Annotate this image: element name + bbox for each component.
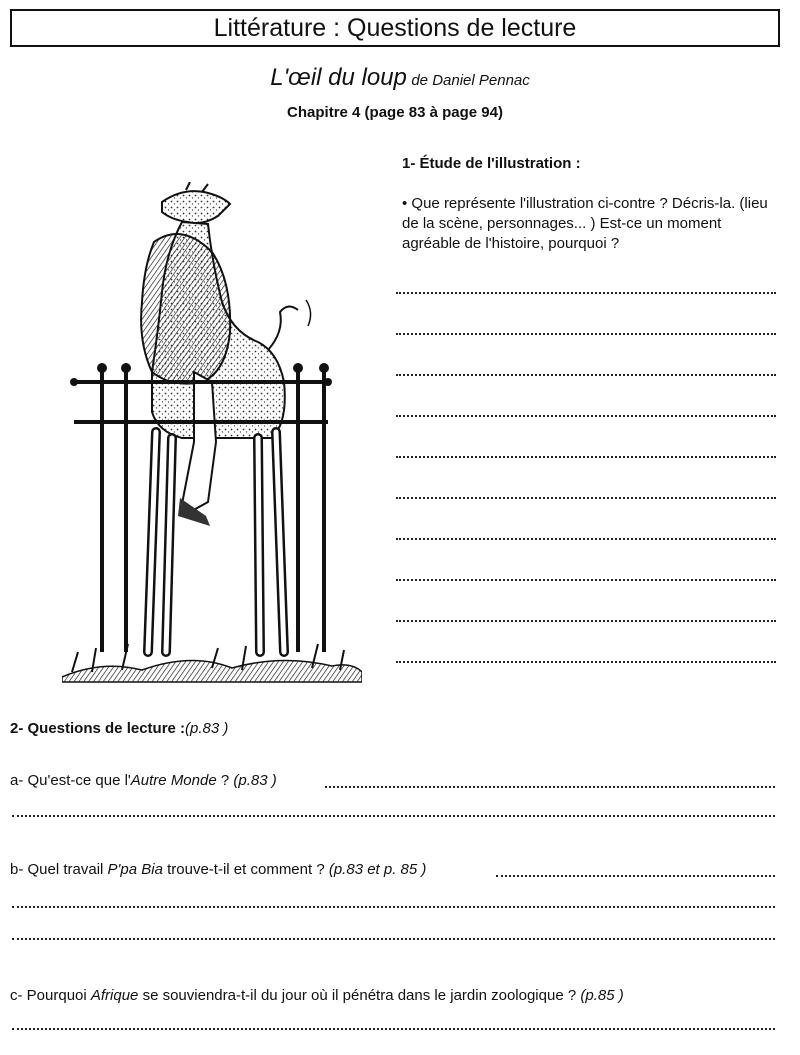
question-c-ref: (p.85 ): [580, 987, 624, 1004]
answer-line[interactable]: [325, 786, 775, 788]
page-header: [10, 9, 780, 47]
answer-line[interactable]: [396, 538, 776, 540]
question-b-prefix: b- Quel travail: [10, 861, 108, 878]
answer-line[interactable]: [396, 374, 776, 376]
answer-line[interactable]: [12, 938, 775, 940]
question-c-prefix: c- Pourquoi: [10, 987, 91, 1004]
section2-heading-text: 2- Questions de lecture :: [10, 720, 186, 737]
question-a-italic: Autre Monde: [130, 772, 217, 789]
answer-line[interactable]: [396, 579, 776, 581]
giraffe-illustration: [62, 182, 362, 692]
section2-heading: [10, 720, 228, 737]
chapter-heading: Chapitre 4 (page 83 à page 94): [287, 104, 503, 121]
answer-line[interactable]: [396, 292, 776, 294]
answer-line[interactable]: [396, 661, 776, 663]
answer-line[interactable]: [396, 497, 776, 499]
answer-line[interactable]: [396, 620, 776, 622]
answer-line[interactable]: [396, 456, 776, 458]
question-c: [10, 987, 628, 1004]
answer-line[interactable]: [396, 333, 776, 335]
page-title: Littérature : Questions de lecture: [213, 13, 577, 42]
section1-heading: 1- Étude de l'illustration :: [402, 155, 581, 172]
question-c-italic: Afrique: [90, 987, 139, 1004]
section2-heading-ref: (p.83 ): [185, 720, 229, 737]
answer-line[interactable]: [12, 815, 775, 817]
question-a-prefix: a- Qu'est-ce que l': [10, 772, 131, 789]
question-c-suffix: se souviendra-t-il du jour où il pénétra dans le jardin zoologique ?: [138, 987, 581, 1004]
book-line: [0, 64, 800, 92]
question-a: [10, 772, 281, 789]
answer-line[interactable]: [12, 1028, 775, 1030]
answer-line[interactable]: [496, 875, 775, 877]
answer-line[interactable]: [12, 906, 775, 908]
question-b: [10, 861, 430, 878]
section1-question: • Que représente l'illustration ci-contre ? Décris-la. (lieu de la scène, personnages... ) Est-ce un moment agréable de l'histoire, pourquoi ?: [402, 195, 768, 252]
question-b-ref: (p.83 et p. 85 ): [328, 861, 427, 878]
question-b-suffix: trouve-t-il et comment ?: [162, 861, 329, 878]
book-author: de Daniel Pennac: [411, 72, 530, 89]
book-title: L'œil du loup: [270, 64, 407, 91]
answer-line[interactable]: [396, 415, 776, 417]
question-b-italic: P'pa Bia: [107, 861, 163, 878]
question-a-suffix: ?: [216, 772, 234, 789]
question-a-ref: (p.83 ): [233, 772, 277, 789]
